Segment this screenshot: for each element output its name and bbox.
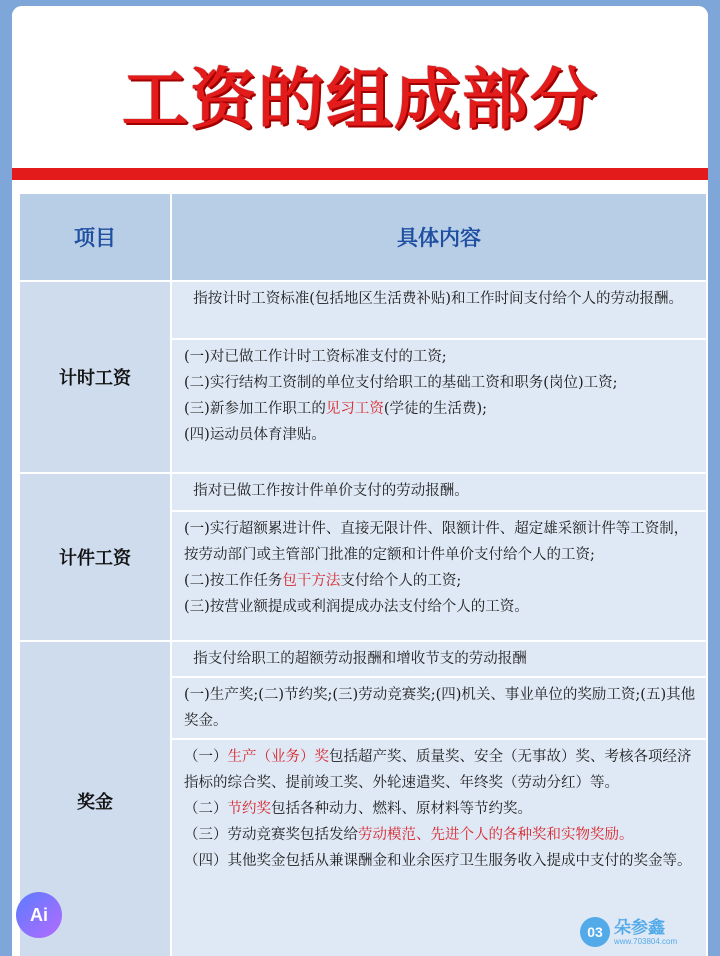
document-page [12,6,708,956]
item-text [184,568,696,594]
definition-text: 指对已做工作按计件单价支付的劳动报酬。 [184,483,469,499]
section-label: 计件工资 [20,474,172,640]
item-text: (二)实行结构工资制的单位支付给职工的基础工资和职务(岗位)工资; [184,375,618,391]
watermark-text [614,919,677,946]
wage-table [20,194,706,956]
header-item: 项目 [20,194,172,280]
item-text-part: (学徒的生活费); [383,401,488,417]
section-body [172,282,706,472]
highlight-text: 见习工资 [325,401,384,417]
item-text: (三)按营业额提成或利润提成办法支付给个人的工资。 [184,599,529,615]
definition-cell [172,474,706,512]
items-cell [172,512,706,640]
section-label: 计时工资 [20,282,172,472]
watermark-name: 朵参鑫 [614,917,665,938]
watermark-url: www.703804.com [614,936,678,946]
item-text [184,744,696,796]
items-cell [172,340,706,472]
item-text: （四）其他奖金包括从兼课酬金和业余医疗卫生服务收入提成中支付的奖金等。 [184,853,692,869]
highlight-text: 生产（业务）奖 [227,749,329,765]
highlight-text: 节约奖 [227,801,271,817]
item-text-part: (二)按工作任务 [184,573,283,589]
definition-cell [172,282,706,340]
highlight-text: 劳动模范、先进个人的各种奖和实物奖励。 [358,827,634,843]
highlight-text: 包干方法 [282,573,341,589]
section-body [172,642,706,956]
section-piece-wage [20,472,706,640]
item-text [184,396,696,422]
item-text [184,796,696,822]
definition-cell [172,642,706,678]
definition-text: 指按计时工资标准(包括地区生活费补贴)和工作时间支付给个人的劳动报酬。 [184,291,684,307]
watermark-logo-icon: 03 [580,917,610,947]
definition-text: 指支付给职工的超额劳动报酬和增收节支的劳动报酬 [184,651,527,667]
item-text-part: 包括各种动力、燃料、原材料等节约奖。 [271,801,532,817]
item-text: (一)对已做工作计时工资标准支付的工资; [184,349,447,365]
item-text: (一)生产奖;(二)节约奖;(三)劳动竞赛奖;(四)机关、事业单位的奖励工资;(五)其他奖金。 [184,687,696,729]
ai-badge-icon[interactable]: Ai [16,892,62,938]
table-header [20,194,706,280]
item-text [184,822,696,848]
item-text: (一)实行超额累进计件、直接无限计件、限额计件、超定雄采额计件等工资制，按劳动部门或主管部门批准的定额和计件单价支付给个人的工资; [184,521,689,563]
section-time-wage [20,280,706,472]
item-text-part: (三)新参加工作职工的 [184,401,326,417]
item-text-part: （一） [184,749,228,765]
section-bonus [20,640,706,956]
section-label: 奖金 [20,642,172,956]
item-text: (四)运动员体育津贴。 [184,427,326,443]
title-underline [12,168,708,180]
header-content: 具体内容 [172,194,706,280]
page-title: 工资的组成部分 [122,61,598,138]
item-text-part: （三）劳动竞赛奖包括发给 [184,827,358,843]
title-area [12,6,708,166]
item-text-part: 支付给个人的工资; [340,573,462,589]
list-cell [172,678,706,740]
watermark [580,914,706,950]
item-text-part: （二） [184,801,228,817]
item-text-part: 包括超产奖、质量奖、安全（无事故）奖、考核各项经济指标的综合奖、提前竣工奖、外轮速遣奖、年终奖（劳动分红）等。 [184,749,692,791]
section-body [172,474,706,640]
